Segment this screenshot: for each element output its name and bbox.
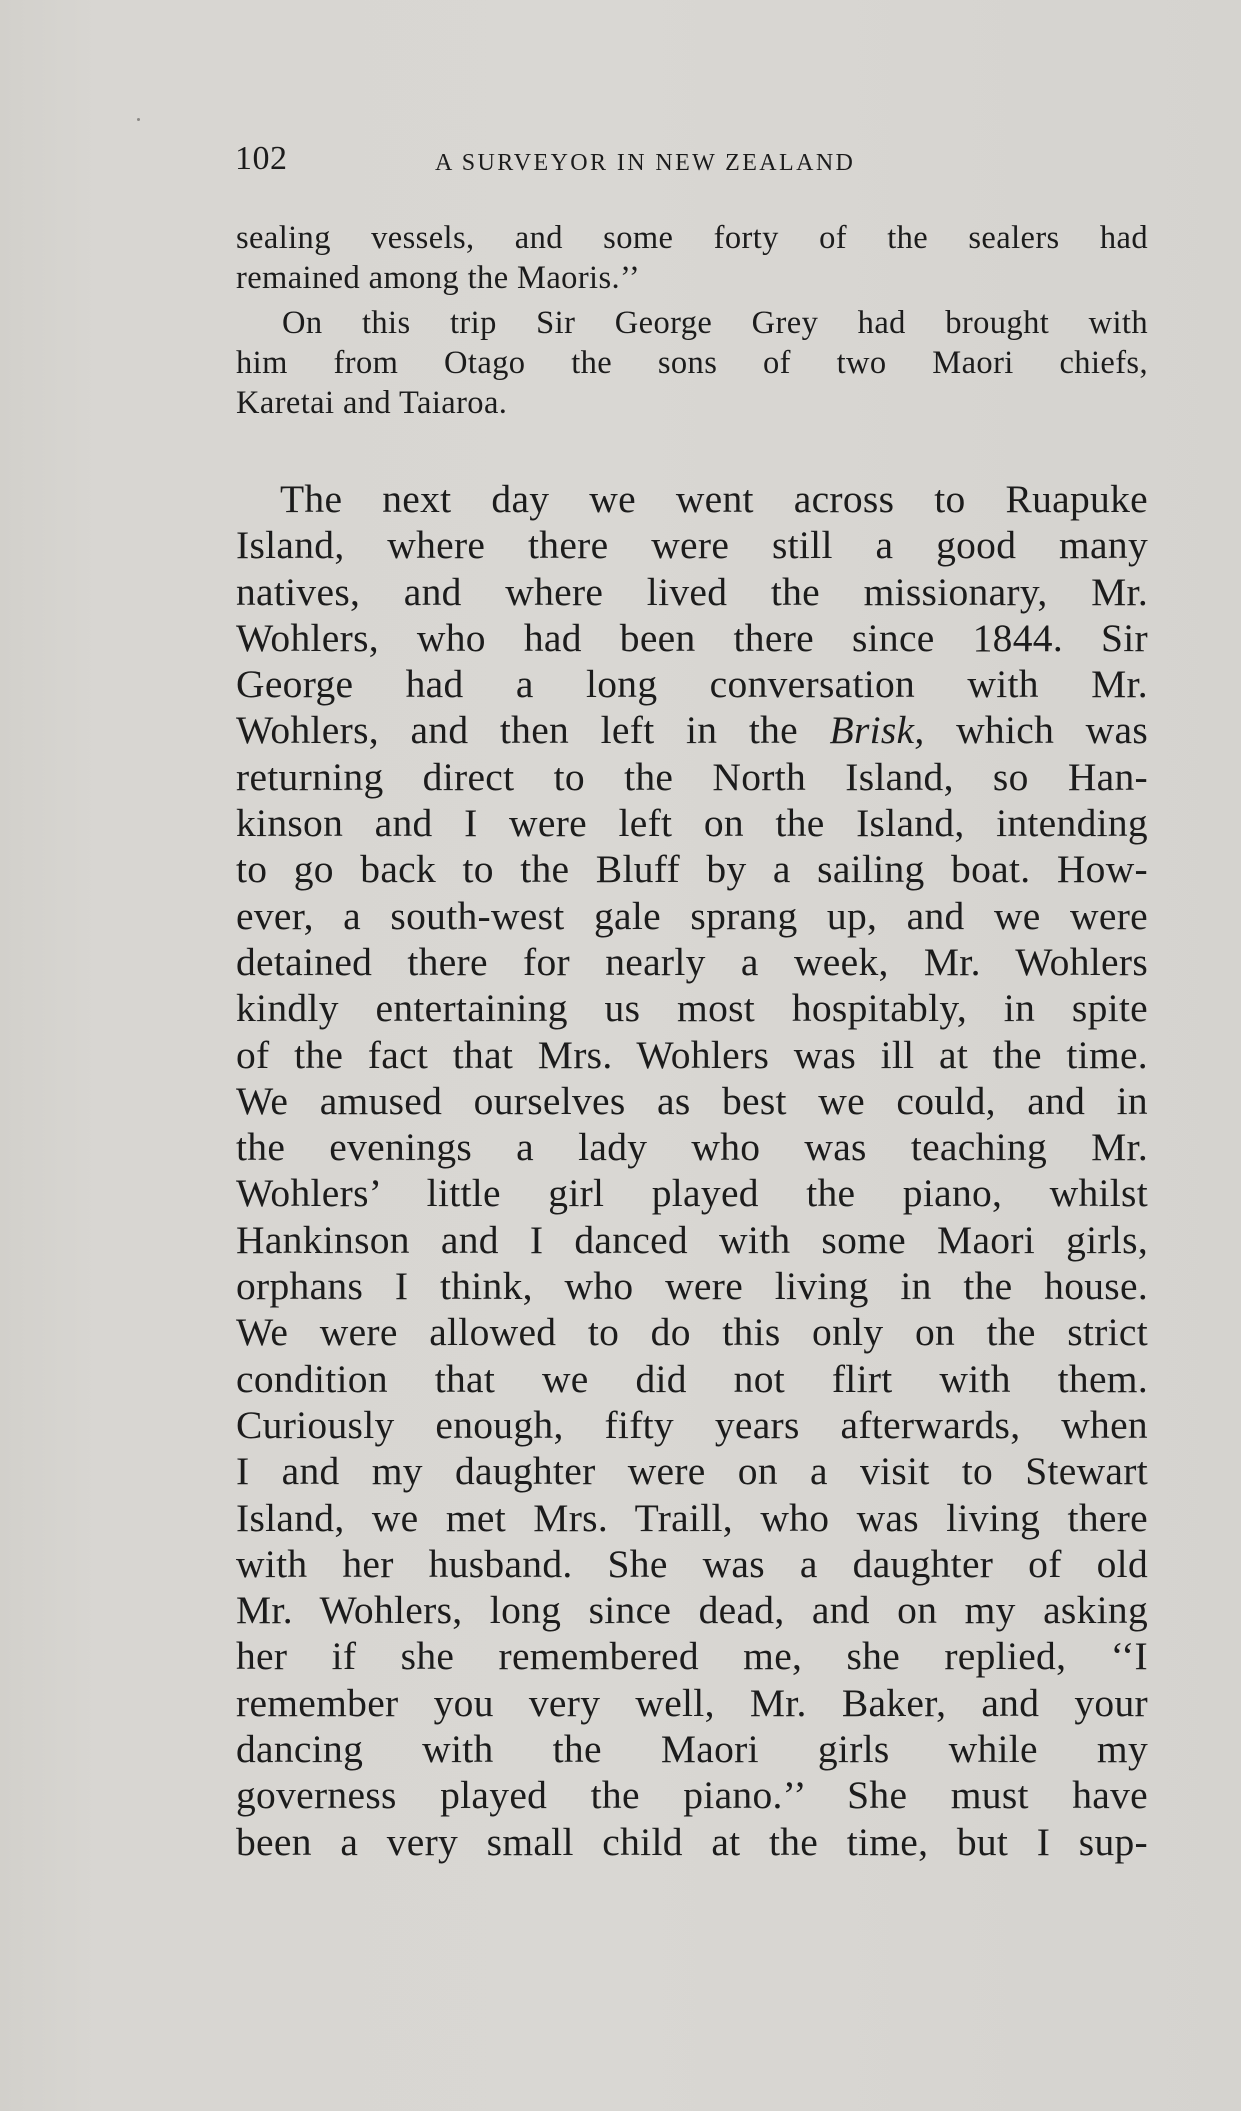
page-header	[235, 140, 1150, 184]
text-run: which was	[924, 708, 1148, 753]
text-line: ever, a south-west gale sprang up, and we were	[236, 893, 1148, 938]
text-line: Karetai and Taiaroa.	[236, 385, 508, 421]
text-line: Wohlers, who had been there since 1844. Sir	[236, 615, 1148, 660]
text-line: him from Otago the sons of two Maori chiefs,	[236, 345, 1148, 381]
text-line: dancing with the Maori girls while my	[236, 1727, 1148, 1772]
text-line: Wohlers’ little girl played the piano, whilst	[236, 1171, 1148, 1216]
text-line: kinson and I were left on the Island, intending	[236, 801, 1148, 846]
running-title: A SURVEYOR IN NEW ZEALAND	[435, 150, 856, 176]
text-line: Mr. Wohlers, long since dead, and on my asking	[236, 1588, 1148, 1633]
page-number: 102	[235, 140, 288, 177]
text-line: kindly entertaining us most hospitably, in spite	[236, 986, 1148, 1031]
text-line: George had a long conversation with Mr.	[236, 662, 1148, 707]
text-line: remember you very well, Mr. Baker, and your	[236, 1680, 1148, 1725]
ship-name-italic: Brisk,	[829, 708, 925, 753]
text-line: Island, where there were still a good many	[236, 523, 1148, 568]
paper-speck	[137, 118, 140, 121]
text-line: her if she remembered me, she replied, ‘‘I	[236, 1634, 1148, 1679]
text-line-with-italic	[236, 707, 1148, 753]
text-line: to go back to the Bluff by a sailing boat. How-	[236, 847, 1148, 892]
text-line: returning direct to the North Island, so Han-	[236, 754, 1148, 799]
text-line: On this trip Sir George Grey had brought with	[282, 305, 1148, 341]
note-paragraph	[236, 303, 1148, 423]
text-line: with her husband. She was a daughter of old	[236, 1541, 1148, 1586]
text-line: We amused ourselves as best we could, and in	[236, 1078, 1148, 1123]
text-line: been a very small child at the time, but I sup-	[236, 1819, 1148, 1864]
text-line: condition that we did not flirt with them.	[236, 1356, 1148, 1401]
text-line: We were allowed to do this only on the strict	[236, 1310, 1148, 1355]
text-line: the evenings a lady who was teaching Mr.	[236, 1125, 1148, 1170]
text-line: remained among the Maoris.’’	[236, 260, 641, 296]
text-line: Curiously enough, fifty years afterwards, when	[236, 1402, 1148, 1447]
text-line: detained there for nearly a week, Mr. Wohlers	[236, 939, 1148, 984]
text-line: governess played the piano.’’ She must have	[236, 1773, 1148, 1818]
text-line: sealing vessels, and some forty of the sealers had	[236, 220, 1148, 256]
text-line: of the fact that Mrs. Wohlers was ill at the time.	[236, 1032, 1148, 1077]
text-line: orphans I think, who were living in the house.	[236, 1264, 1148, 1309]
main-paragraph	[236, 476, 1148, 1865]
quote-paragraph	[236, 218, 1148, 298]
text-line: Island, we met Mrs. Traill, who was living there	[236, 1495, 1148, 1540]
text-run: Wohlers, and then left in the	[236, 708, 830, 753]
text-line: I and my daughter were on a visit to Stewart	[236, 1449, 1148, 1494]
text-line: The next day we went across to Ruapuke	[280, 477, 1148, 521]
text-line: natives, and where lived the missionary, Mr.	[236, 569, 1148, 614]
text-line: Hankinson and I danced with some Maori girls,	[236, 1217, 1148, 1262]
